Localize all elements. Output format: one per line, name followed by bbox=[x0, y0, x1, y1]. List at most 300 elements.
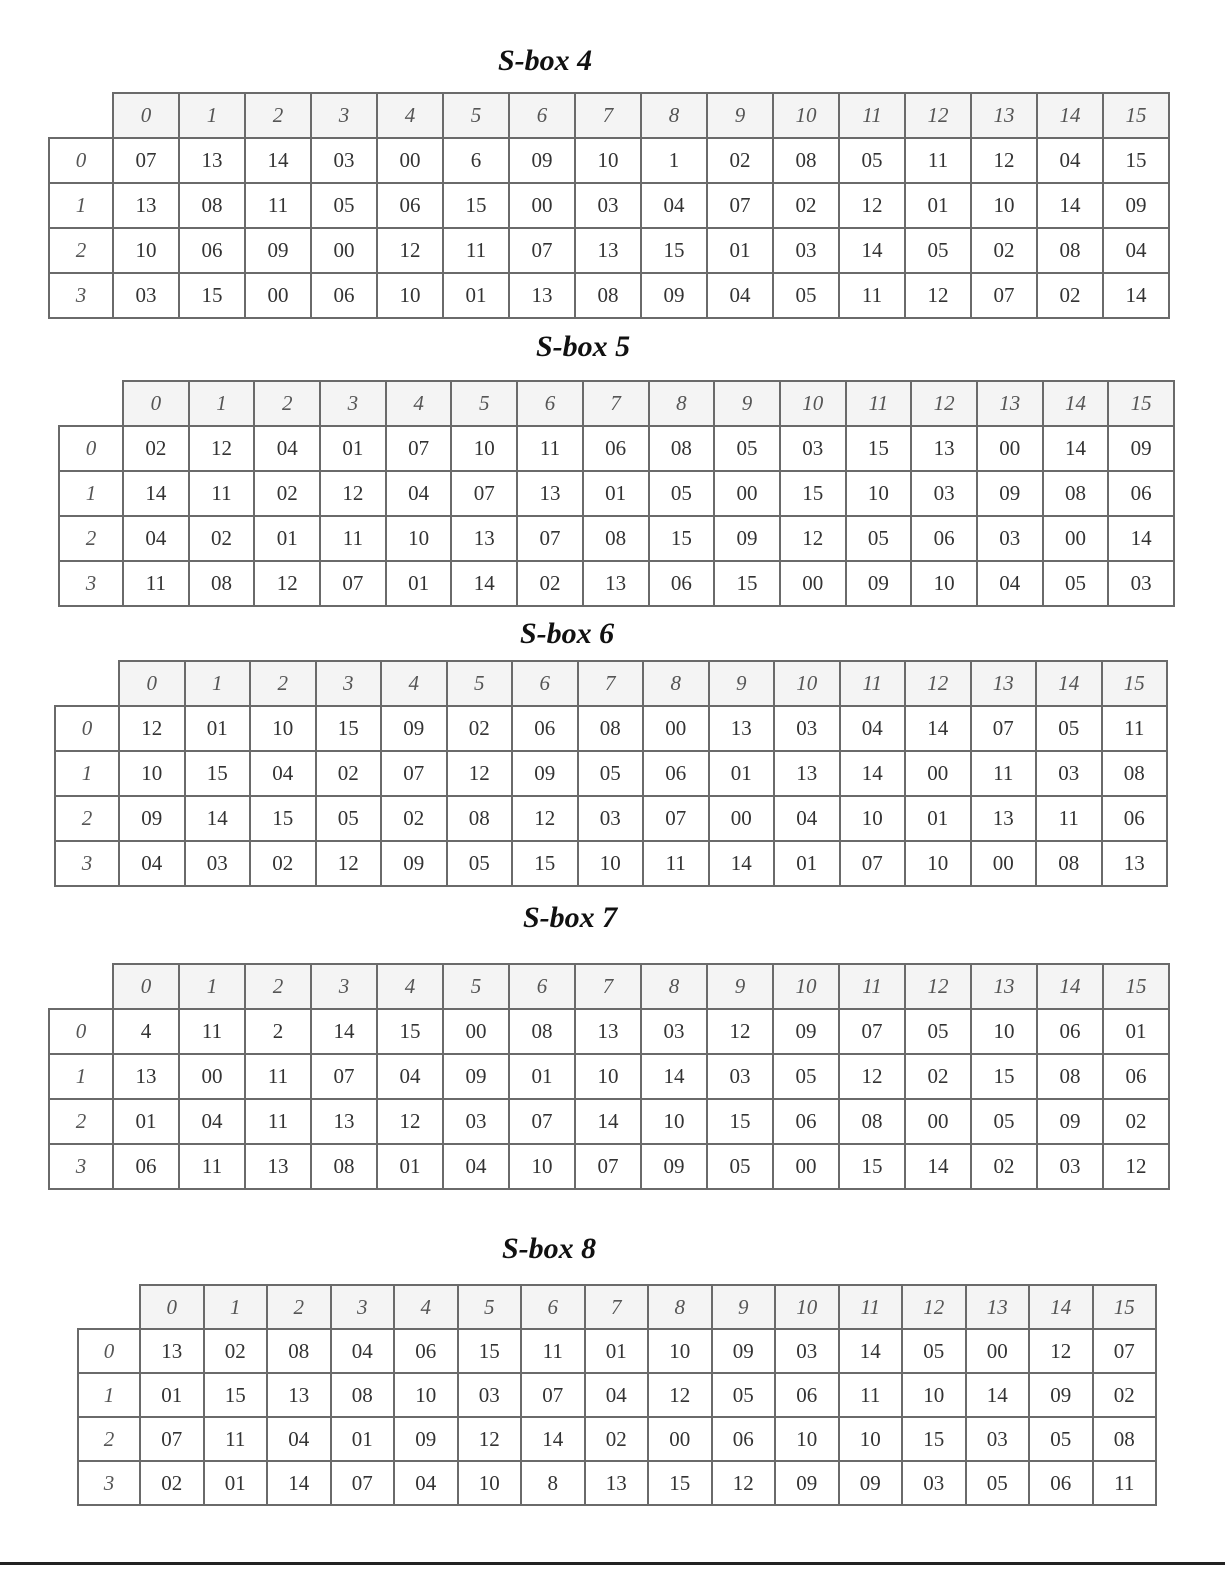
table-cell: 00 bbox=[977, 426, 1043, 471]
table-cell: 08 bbox=[1037, 1054, 1103, 1099]
table-cell: 11 bbox=[1036, 796, 1102, 841]
table-cell: 13 bbox=[911, 426, 977, 471]
row-header: 1 bbox=[59, 471, 123, 516]
table-cell: 15 bbox=[377, 1009, 443, 1054]
column-header: 4 bbox=[386, 381, 452, 426]
column-header-row bbox=[49, 964, 1169, 1009]
table-cell: 01 bbox=[774, 841, 840, 886]
column-header: 11 bbox=[840, 661, 906, 706]
table-cell: 11 bbox=[189, 471, 255, 516]
sbox-6-title: S-box 6 bbox=[520, 617, 615, 650]
table-cell: 12 bbox=[1103, 1144, 1169, 1189]
table-cell: 13 bbox=[709, 706, 775, 751]
table-cell: 09 bbox=[394, 1417, 458, 1461]
table-cell: 08 bbox=[1043, 471, 1109, 516]
row-header: 2 bbox=[49, 228, 113, 273]
table-cell: 02 bbox=[971, 1144, 1037, 1189]
table-cell: 09 bbox=[839, 1461, 903, 1505]
table-cell: 09 bbox=[509, 138, 575, 183]
table-cell: 14 bbox=[245, 138, 311, 183]
table-cell: 02 bbox=[140, 1461, 204, 1505]
table-cell: 07 bbox=[1093, 1329, 1157, 1373]
table-row bbox=[55, 841, 1167, 886]
table-cell: 12 bbox=[905, 273, 971, 318]
column-header: 8 bbox=[648, 1285, 712, 1329]
table-row bbox=[78, 1461, 1156, 1505]
column-header-row bbox=[78, 1285, 1156, 1329]
table-cell: 11 bbox=[245, 1099, 311, 1144]
table-cell: 08 bbox=[773, 138, 839, 183]
column-header: 12 bbox=[902, 1285, 966, 1329]
table-cell: 10 bbox=[575, 1054, 641, 1099]
row-header: 2 bbox=[55, 796, 119, 841]
table-cell: 06 bbox=[377, 183, 443, 228]
table-cell: 12 bbox=[648, 1373, 712, 1417]
table-cell: 01 bbox=[185, 706, 251, 751]
table-cell: 01 bbox=[443, 273, 509, 318]
table-cell: 15 bbox=[1103, 138, 1169, 183]
column-header: 3 bbox=[311, 964, 377, 1009]
column-header: 1 bbox=[189, 381, 255, 426]
column-header-row bbox=[49, 93, 1169, 138]
table-cell: 03 bbox=[443, 1099, 509, 1144]
column-header: 1 bbox=[204, 1285, 268, 1329]
table-cell: 08 bbox=[1102, 751, 1168, 796]
column-header: 11 bbox=[839, 1285, 903, 1329]
table-cell: 03 bbox=[185, 841, 251, 886]
table-cell: 03 bbox=[977, 516, 1043, 561]
table-cell: 11 bbox=[245, 1054, 311, 1099]
column-header: 13 bbox=[966, 1285, 1030, 1329]
table-cell: 08 bbox=[179, 183, 245, 228]
table-cell: 03 bbox=[911, 471, 977, 516]
row-header: 2 bbox=[59, 516, 123, 561]
table-cell: 07 bbox=[311, 1054, 377, 1099]
table-cell: 12 bbox=[1029, 1329, 1093, 1373]
table-cell: 08 bbox=[649, 426, 715, 471]
table-cell: 04 bbox=[331, 1329, 395, 1373]
column-header: 5 bbox=[443, 93, 509, 138]
column-header: 14 bbox=[1037, 93, 1103, 138]
row-header: 0 bbox=[78, 1329, 140, 1373]
table-cell: 05 bbox=[902, 1329, 966, 1373]
table-cell: 06 bbox=[394, 1329, 458, 1373]
table-cell: 10 bbox=[119, 751, 185, 796]
table-cell: 10 bbox=[846, 471, 912, 516]
table-cell: 09 bbox=[714, 516, 780, 561]
table-cell: 14 bbox=[839, 1329, 903, 1373]
table-cell: 00 bbox=[245, 273, 311, 318]
table-cell: 01 bbox=[204, 1461, 268, 1505]
table-cell: 13 bbox=[583, 561, 649, 606]
table-cell: 09 bbox=[1108, 426, 1174, 471]
sbox-5-title: S-box 5 bbox=[536, 330, 631, 363]
table-cell: 01 bbox=[1103, 1009, 1169, 1054]
table-cell: 10 bbox=[377, 273, 443, 318]
table-cell: 01 bbox=[254, 516, 320, 561]
table-cell: 06 bbox=[113, 1144, 179, 1189]
table-cell: 05 bbox=[905, 1009, 971, 1054]
table-cell: 03 bbox=[966, 1417, 1030, 1461]
table-cell: 10 bbox=[839, 1417, 903, 1461]
table-cell: 11 bbox=[839, 273, 905, 318]
table-cell: 09 bbox=[1037, 1099, 1103, 1144]
column-header: 6 bbox=[517, 381, 583, 426]
table-cell: 08 bbox=[1093, 1417, 1157, 1461]
table-cell: 14 bbox=[267, 1461, 331, 1505]
column-header: 10 bbox=[773, 93, 839, 138]
table-cell: 10 bbox=[971, 1009, 1037, 1054]
table-cell: 11 bbox=[517, 426, 583, 471]
table-cell: 04 bbox=[254, 426, 320, 471]
table-cell: 05 bbox=[773, 1054, 839, 1099]
column-header: 2 bbox=[254, 381, 320, 426]
row-header: 0 bbox=[55, 706, 119, 751]
table-cell: 05 bbox=[971, 1099, 1037, 1144]
corner-cell bbox=[49, 964, 113, 1009]
table-cell: 05 bbox=[316, 796, 382, 841]
table-cell: 09 bbox=[381, 841, 447, 886]
table-cell: 13 bbox=[575, 228, 641, 273]
table-cell: 01 bbox=[386, 561, 452, 606]
column-header: 0 bbox=[113, 964, 179, 1009]
column-header: 5 bbox=[451, 381, 517, 426]
table-cell: 08 bbox=[447, 796, 513, 841]
sbox-8-title: S-box 8 bbox=[502, 1232, 597, 1265]
sbox-5-table bbox=[58, 380, 1175, 607]
table-cell: 02 bbox=[1037, 273, 1103, 318]
table-cell: 07 bbox=[386, 426, 452, 471]
table-cell: 04 bbox=[267, 1417, 331, 1461]
table-cell: 6 bbox=[443, 138, 509, 183]
table-cell: 07 bbox=[451, 471, 517, 516]
table-cell: 13 bbox=[179, 138, 245, 183]
table-cell: 00 bbox=[443, 1009, 509, 1054]
column-header: 15 bbox=[1093, 1285, 1157, 1329]
table-cell: 09 bbox=[641, 1144, 707, 1189]
column-header: 5 bbox=[447, 661, 513, 706]
table-cell: 10 bbox=[902, 1373, 966, 1417]
table-cell: 03 bbox=[575, 183, 641, 228]
table-cell: 03 bbox=[775, 1329, 839, 1373]
column-header-row bbox=[55, 661, 1167, 706]
column-header: 2 bbox=[245, 93, 311, 138]
table-cell: 08 bbox=[267, 1329, 331, 1373]
table-cell: 11 bbox=[971, 751, 1037, 796]
column-header: 10 bbox=[775, 1285, 839, 1329]
table-cell: 11 bbox=[179, 1144, 245, 1189]
table-cell: 08 bbox=[575, 273, 641, 318]
column-header: 11 bbox=[839, 93, 905, 138]
row-header: 0 bbox=[59, 426, 123, 471]
table-cell: 09 bbox=[1103, 183, 1169, 228]
table-cell: 03 bbox=[773, 228, 839, 273]
table-cell: 14 bbox=[905, 706, 971, 751]
column-header: 7 bbox=[585, 1285, 649, 1329]
table-row bbox=[78, 1329, 1156, 1373]
column-header: 7 bbox=[575, 93, 641, 138]
table-cell: 08 bbox=[189, 561, 255, 606]
table-cell: 07 bbox=[320, 561, 386, 606]
table-cell: 12 bbox=[458, 1417, 522, 1461]
table-cell: 10 bbox=[394, 1373, 458, 1417]
table-row bbox=[49, 228, 1169, 273]
row-header: 2 bbox=[78, 1417, 140, 1461]
table-cell: 05 bbox=[1036, 706, 1102, 751]
row-header: 3 bbox=[49, 273, 113, 318]
column-header: 10 bbox=[780, 381, 846, 426]
table-cell: 06 bbox=[1108, 471, 1174, 516]
table-cell: 01 bbox=[140, 1373, 204, 1417]
table-cell: 02 bbox=[447, 706, 513, 751]
table-cell: 05 bbox=[966, 1461, 1030, 1505]
column-header: 15 bbox=[1102, 661, 1168, 706]
table-cell: 09 bbox=[846, 561, 912, 606]
table-cell: 09 bbox=[512, 751, 578, 796]
table-cell: 13 bbox=[1102, 841, 1168, 886]
table-cell: 8 bbox=[521, 1461, 585, 1505]
table-cell: 15 bbox=[512, 841, 578, 886]
table-cell: 03 bbox=[458, 1373, 522, 1417]
table-cell: 08 bbox=[578, 706, 644, 751]
column-header: 9 bbox=[712, 1285, 776, 1329]
table-cell: 14 bbox=[1043, 426, 1109, 471]
table-cell: 13 bbox=[311, 1099, 377, 1144]
table-cell: 12 bbox=[839, 183, 905, 228]
table-cell: 11 bbox=[179, 1009, 245, 1054]
sbox-8-table bbox=[77, 1284, 1157, 1506]
table-row bbox=[49, 273, 1169, 318]
row-header: 3 bbox=[55, 841, 119, 886]
table-cell: 14 bbox=[1103, 273, 1169, 318]
table-cell: 14 bbox=[521, 1417, 585, 1461]
table-cell: 12 bbox=[780, 516, 846, 561]
table-cell: 15 bbox=[839, 1144, 905, 1189]
table-cell: 05 bbox=[707, 1144, 773, 1189]
column-header: 6 bbox=[509, 964, 575, 1009]
table-row bbox=[59, 561, 1174, 606]
table-cell: 07 bbox=[381, 751, 447, 796]
table-cell: 15 bbox=[707, 1099, 773, 1144]
table-cell: 13 bbox=[245, 1144, 311, 1189]
table-cell: 06 bbox=[649, 561, 715, 606]
table-cell: 12 bbox=[316, 841, 382, 886]
table-cell: 05 bbox=[839, 138, 905, 183]
table-cell: 2 bbox=[245, 1009, 311, 1054]
table-cell: 08 bbox=[509, 1009, 575, 1054]
row-header: 2 bbox=[49, 1099, 113, 1144]
column-header: 3 bbox=[316, 661, 382, 706]
table-cell: 11 bbox=[1102, 706, 1168, 751]
table-cell: 00 bbox=[643, 706, 709, 751]
table-cell: 02 bbox=[254, 471, 320, 516]
table-cell: 12 bbox=[447, 751, 513, 796]
table-cell: 15 bbox=[250, 796, 316, 841]
table-cell: 15 bbox=[846, 426, 912, 471]
column-header: 0 bbox=[113, 93, 179, 138]
table-cell: 01 bbox=[585, 1329, 649, 1373]
table-cell: 06 bbox=[712, 1417, 776, 1461]
table-cell: 13 bbox=[113, 1054, 179, 1099]
column-header: 1 bbox=[185, 661, 251, 706]
table-cell: 02 bbox=[189, 516, 255, 561]
table-row bbox=[49, 138, 1169, 183]
table-cell: 07 bbox=[971, 273, 1037, 318]
column-header: 1 bbox=[179, 964, 245, 1009]
table-cell: 07 bbox=[643, 796, 709, 841]
column-header: 6 bbox=[512, 661, 578, 706]
table-cell: 13 bbox=[971, 796, 1037, 841]
table-cell: 06 bbox=[311, 273, 377, 318]
sbox-6-table bbox=[54, 660, 1168, 887]
table-cell: 11 bbox=[839, 1373, 903, 1417]
table-cell: 03 bbox=[578, 796, 644, 841]
table-cell: 09 bbox=[119, 796, 185, 841]
table-cell: 14 bbox=[575, 1099, 641, 1144]
table-cell: 00 bbox=[709, 796, 775, 841]
row-header: 1 bbox=[49, 183, 113, 228]
column-header: 0 bbox=[140, 1285, 204, 1329]
table-cell: 00 bbox=[905, 751, 971, 796]
table-cell: 03 bbox=[311, 138, 377, 183]
column-header-row bbox=[59, 381, 1174, 426]
table-cell: 00 bbox=[648, 1417, 712, 1461]
table-cell: 14 bbox=[185, 796, 251, 841]
table-cell: 10 bbox=[911, 561, 977, 606]
column-header: 15 bbox=[1103, 964, 1169, 1009]
table-cell: 09 bbox=[381, 706, 447, 751]
column-header: 5 bbox=[443, 964, 509, 1009]
table-cell: 10 bbox=[386, 516, 452, 561]
table-cell: 04 bbox=[250, 751, 316, 796]
column-header: 14 bbox=[1036, 661, 1102, 706]
sbox-7-table bbox=[48, 963, 1170, 1190]
column-header: 9 bbox=[714, 381, 780, 426]
table-cell: 07 bbox=[521, 1373, 585, 1417]
column-header: 13 bbox=[971, 93, 1037, 138]
table-cell: 10 bbox=[648, 1329, 712, 1373]
row-header: 1 bbox=[55, 751, 119, 796]
column-header: 13 bbox=[971, 661, 1037, 706]
table-cell: 09 bbox=[443, 1054, 509, 1099]
table-cell: 07 bbox=[509, 1099, 575, 1144]
table-cell: 06 bbox=[911, 516, 977, 561]
table-cell: 02 bbox=[585, 1417, 649, 1461]
table-cell: 06 bbox=[775, 1373, 839, 1417]
table-cell: 15 bbox=[648, 1461, 712, 1505]
table-cell: 14 bbox=[1108, 516, 1174, 561]
table-cell: 05 bbox=[905, 228, 971, 273]
table-cell: 12 bbox=[712, 1461, 776, 1505]
table-cell: 13 bbox=[451, 516, 517, 561]
column-header: 7 bbox=[578, 661, 644, 706]
table-row bbox=[55, 751, 1167, 796]
column-header: 10 bbox=[773, 964, 839, 1009]
table-cell: 1 bbox=[641, 138, 707, 183]
table-cell: 07 bbox=[707, 183, 773, 228]
table-cell: 06 bbox=[512, 706, 578, 751]
table-cell: 05 bbox=[773, 273, 839, 318]
column-header: 9 bbox=[707, 93, 773, 138]
column-header: 1 bbox=[179, 93, 245, 138]
table-cell: 04 bbox=[1103, 228, 1169, 273]
table-cell: 14 bbox=[905, 1144, 971, 1189]
table-row bbox=[55, 796, 1167, 841]
table-cell: 04 bbox=[386, 471, 452, 516]
column-header: 14 bbox=[1029, 1285, 1093, 1329]
column-header: 3 bbox=[311, 93, 377, 138]
table-cell: 08 bbox=[331, 1373, 395, 1417]
column-header: 13 bbox=[971, 964, 1037, 1009]
table-cell: 10 bbox=[775, 1417, 839, 1461]
table-cell: 15 bbox=[714, 561, 780, 606]
table-cell: 04 bbox=[977, 561, 1043, 606]
table-cell: 03 bbox=[1036, 751, 1102, 796]
table-cell: 13 bbox=[517, 471, 583, 516]
bottom-rule bbox=[0, 1562, 1225, 1565]
table-cell: 14 bbox=[1037, 183, 1103, 228]
table-cell: 02 bbox=[1093, 1373, 1157, 1417]
table-cell: 01 bbox=[709, 751, 775, 796]
table-cell: 11 bbox=[1093, 1461, 1157, 1505]
table-cell: 10 bbox=[458, 1461, 522, 1505]
table-cell: 12 bbox=[119, 706, 185, 751]
table-cell: 15 bbox=[204, 1373, 268, 1417]
table-cell: 15 bbox=[902, 1417, 966, 1461]
table-cell: 04 bbox=[123, 516, 189, 561]
table-cell: 11 bbox=[905, 138, 971, 183]
table-cell: 09 bbox=[775, 1461, 839, 1505]
table-cell: 08 bbox=[839, 1099, 905, 1144]
column-header: 3 bbox=[320, 381, 386, 426]
corner-cell bbox=[55, 661, 119, 706]
table-cell: 01 bbox=[320, 426, 386, 471]
corner-cell bbox=[49, 93, 113, 138]
table-cell: 03 bbox=[774, 706, 840, 751]
column-header: 4 bbox=[377, 93, 443, 138]
table-row bbox=[49, 1054, 1169, 1099]
table-cell: 02 bbox=[381, 796, 447, 841]
table-cell: 03 bbox=[1037, 1144, 1103, 1189]
table-cell: 14 bbox=[123, 471, 189, 516]
corner-cell bbox=[78, 1285, 140, 1329]
table-cell: 07 bbox=[509, 228, 575, 273]
table-cell: 15 bbox=[443, 183, 509, 228]
table-row bbox=[59, 426, 1174, 471]
table-row bbox=[59, 471, 1174, 516]
column-header: 2 bbox=[250, 661, 316, 706]
table-cell: 00 bbox=[773, 1144, 839, 1189]
table-cell: 12 bbox=[377, 1099, 443, 1144]
column-header: 3 bbox=[331, 1285, 395, 1329]
column-header: 14 bbox=[1037, 964, 1103, 1009]
table-cell: 13 bbox=[267, 1373, 331, 1417]
table-cell: 11 bbox=[443, 228, 509, 273]
table-cell: 12 bbox=[254, 561, 320, 606]
table-cell: 04 bbox=[179, 1099, 245, 1144]
column-header: 9 bbox=[709, 661, 775, 706]
column-header: 13 bbox=[977, 381, 1043, 426]
row-header: 3 bbox=[78, 1461, 140, 1505]
table-cell: 07 bbox=[140, 1417, 204, 1461]
table-cell: 06 bbox=[583, 426, 649, 471]
table-cell: 11 bbox=[204, 1417, 268, 1461]
table-cell: 01 bbox=[509, 1054, 575, 1099]
table-cell: 01 bbox=[331, 1417, 395, 1461]
column-header: 12 bbox=[905, 93, 971, 138]
table-cell: 14 bbox=[839, 228, 905, 273]
table-cell: 15 bbox=[971, 1054, 1037, 1099]
